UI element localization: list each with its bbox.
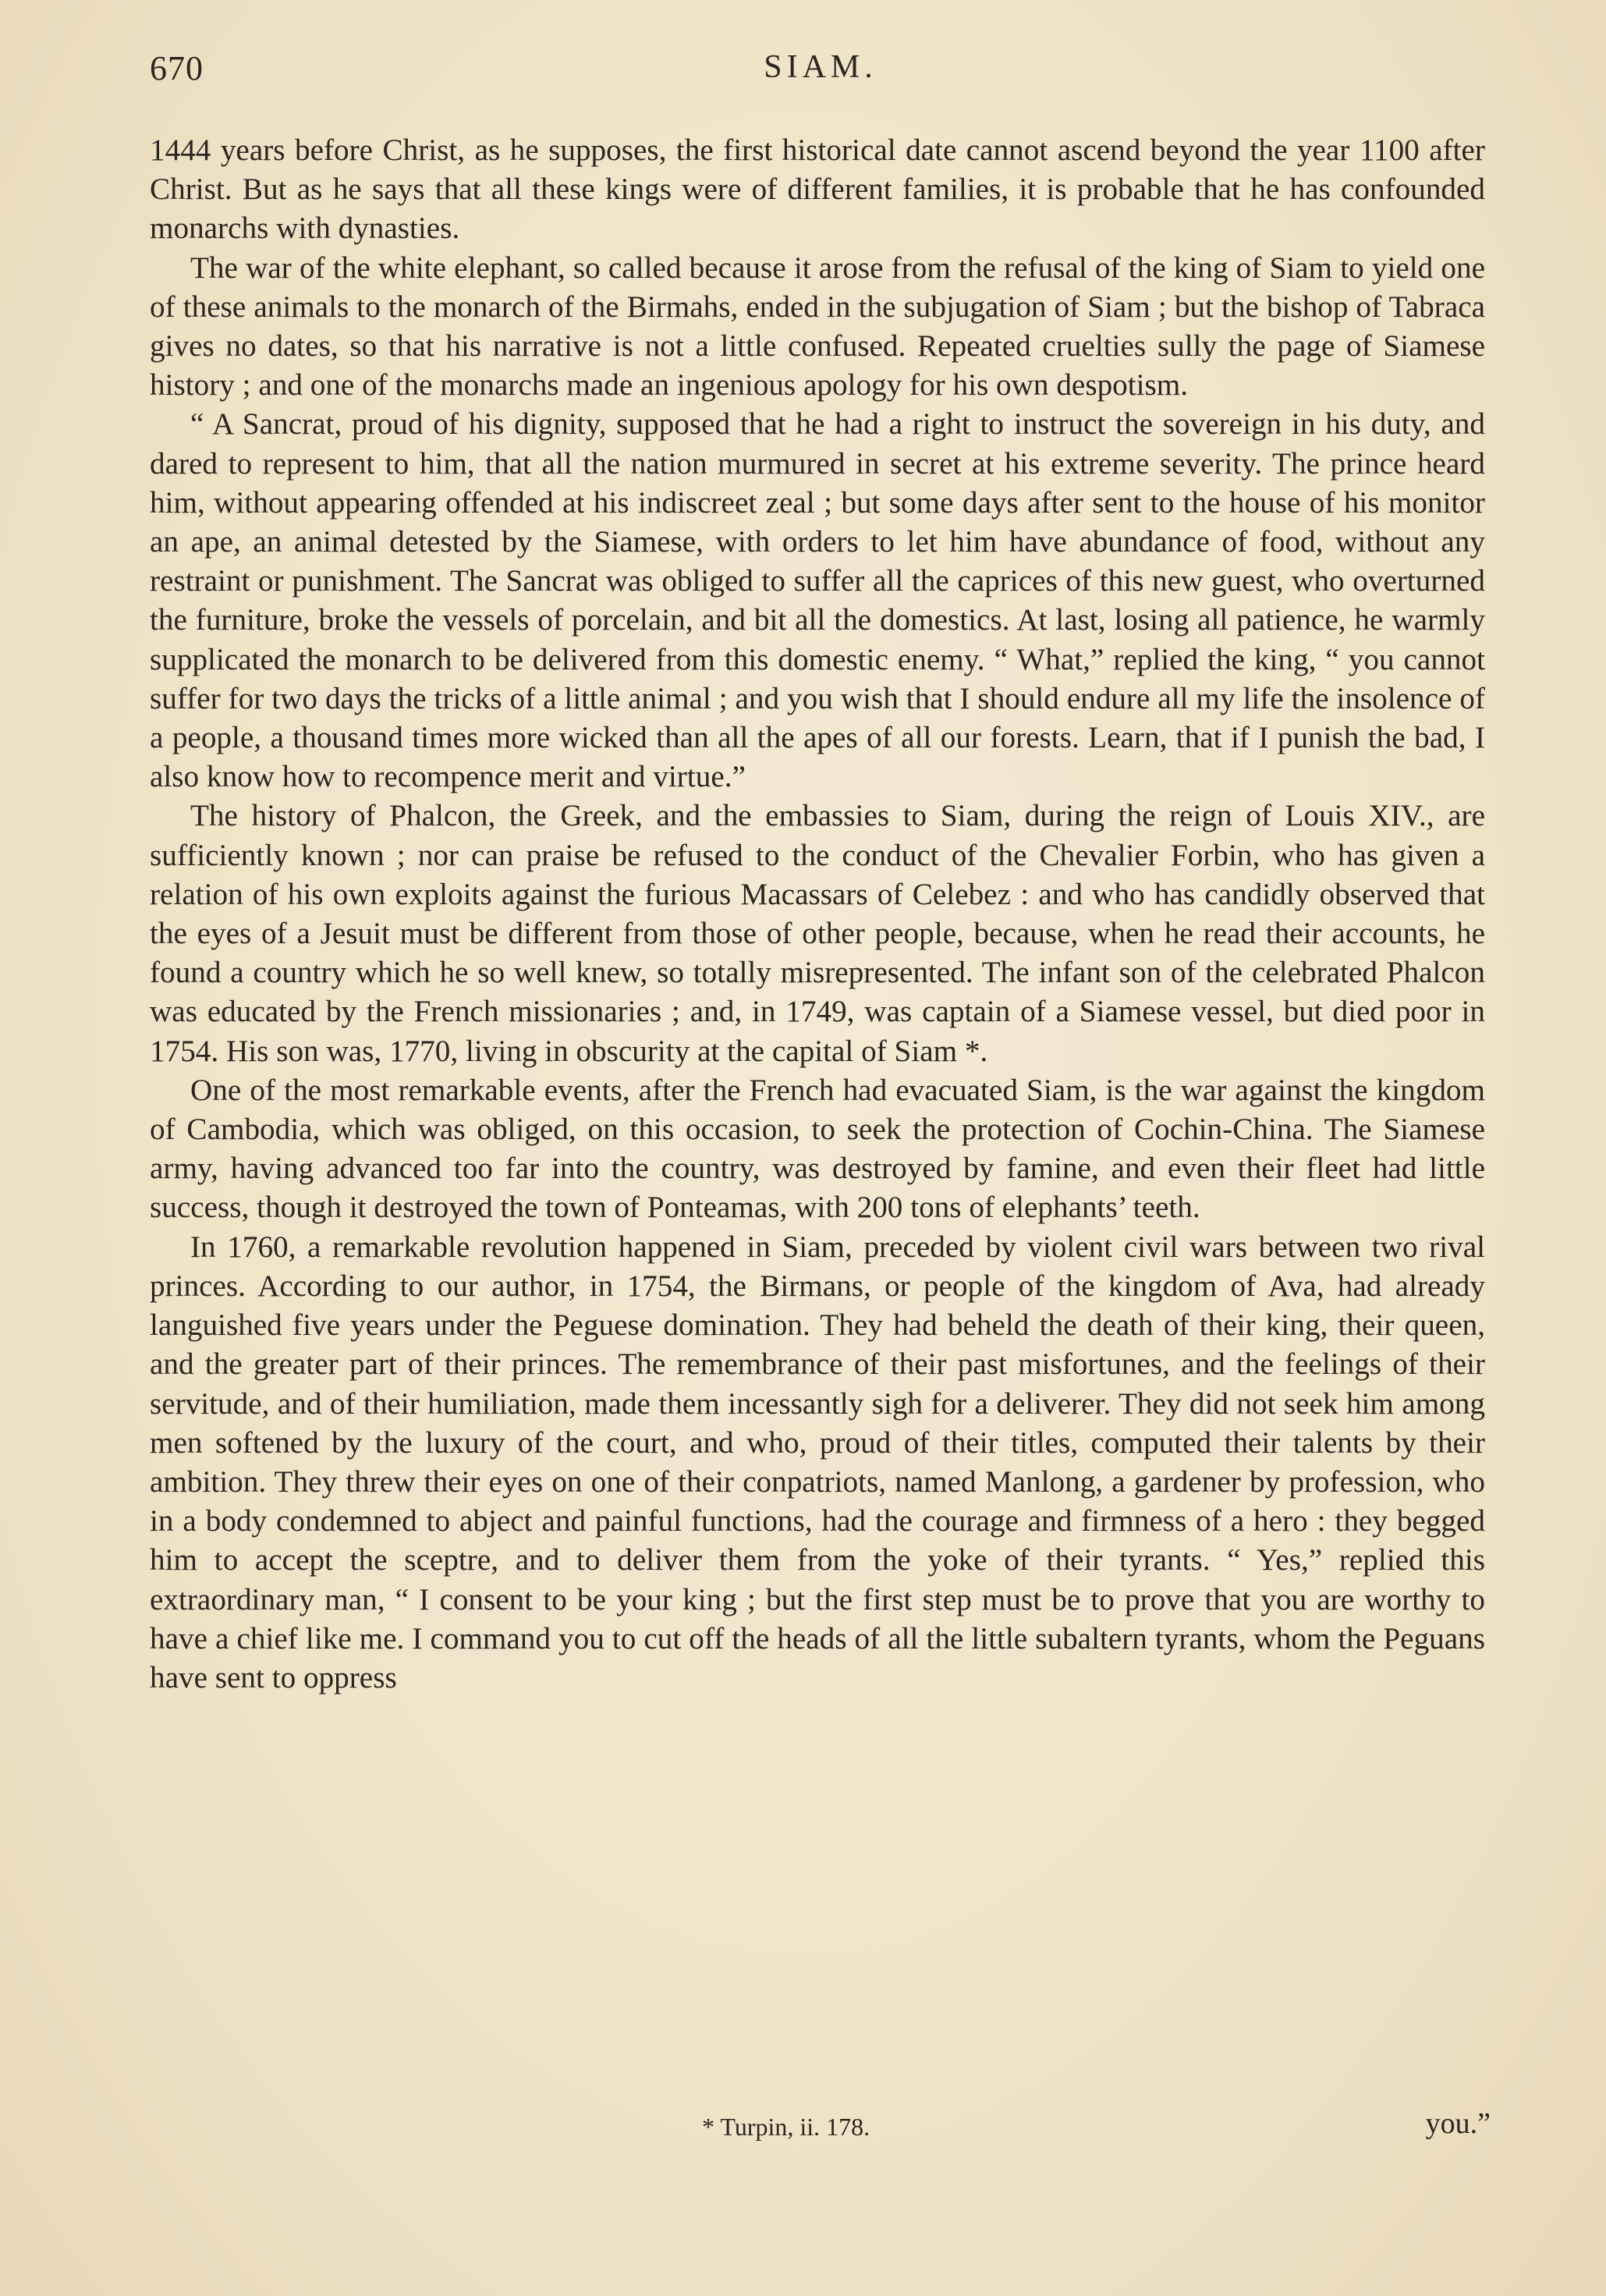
paragraph: “ A Sancrat, proud of his dignity, supposed that he had a right to instruct the sovereign in his duty, and dared to represent to him, that all the nation murmured in secret at his extreme severity. The prince heard him, without appearing offended at his indiscreet zeal ; but some days after sent to the house of his monitor an ape, an animal detested by the Siamese, with orders to let him have abundance of food, without any restraint or punishment. The Sancrat was obliged to suffer all the caprices of this new guest, who overturned the furniture, broke the vessels of porcelain, and bit all the domestics. At last, losing all patience, he warmly supplicated the monarch to be delivered from this domestic enemy. “ What,” replied the king, “ you cannot suffer for two days the tricks of a little animal ; and you wish that I should endure all my life the insolence of a people, a thousand times more wicked than all the apes of all our forests. Learn, that if I punish the bad, I also know how to recompence merit and virtue.” <box>150 407 1485 794</box>
paragraph: 1444 years before Christ, as he supposes, the first historical date cannot ascend beyond the year 1100 after Christ. But as he says that all these kings were of different families, it is probable that he has confounded monarchs with dynasties. <box>150 133 1485 246</box>
paragraph: One of the most remarkable events, after the French had evacuated Siam, is the war against the kingdom of Cambodia, which was obliged, on this occasion, to seek the protection of Cochin-China. The Siamese army, having advanced too far into the country, was destroyed by famine, and even their fleet had little success, though it destroyed the town of Ponteamas, with 200 tons of elephants’ teeth. <box>150 1073 1485 1225</box>
paragraph: The history of Phalcon, the Greek, and the embassies to Siam, during the reign of Louis XIV., are sufficiently known ; nor can praise be refused to the conduct of the Chevalier Forbin, who has given a relation of his own exploits against the furious Macassars of Celebez : and who has candidly observed that the eyes of a Jesuit must be different from those of other people, because, when he read their accounts, he found a country which he so well knew, so totally misrepresented. The infant son of the celebrated Phalcon was educated by the French missionaries ; and, in 1749, was captain of a Siamese vessel, but died poor in 1754. His son was, 1770, living in obscurity at the capital of Siam *. <box>150 799 1485 1068</box>
page-header <box>150 48 1491 103</box>
body-text <box>150 131 1485 1698</box>
page-number: 670 <box>150 49 204 87</box>
footnote: * Turpin, ii. 178. <box>702 2113 870 2141</box>
catchword: you.” <box>1425 2107 1491 2140</box>
paragraph: In 1760, a remarkable revolution happened in Siam, preceded by violent civil wars between two rival princes. According to our author, in 1754, the Birmans, or people of the kingdom of Ava, had already languished five years under the Peguese domination. They had beheld the death of their king, their queen, and the greater part of their princes. The remembrance of their past misfortunes, and the feelings of their servitude, and of their humiliation, made them incessantly sigh for a deliverer. They did not seek him among men softened by the luxury of the court, and who, proud of their titles, computed their talents by their ambition. They threw their eyes on one of their conpatriots, named Manlong, a gardener by profession, who in a body condemned to abject and painful functions, had the courage and firmness of a hero : they begged him to accept the sceptre, and to deliver them from the yoke of their tyrants. “ Yes,” replied this extraordinary man, “ I consent to be your king ; but the first step must be to prove that you are worthy to have a chief like me. I command you to cut off the heads of all the little subaltern tyrants, whom the Peguans have sent to oppress <box>150 1230 1485 1694</box>
paragraph: The war of the white elephant, so called because it arose from the refusal of the king of Siam to yield one of these animals to the monarch of the Birmahs, ended in the subjugation of Siam ; but the bishop of Tabraca gives no dates, so that his narrative is not a little confused. Repeated cruelties sully the page of Siamese history ; and one of the monarchs made an ingenious apology for his own despotism. <box>150 250 1485 403</box>
running-head: SIAM. <box>764 49 877 85</box>
